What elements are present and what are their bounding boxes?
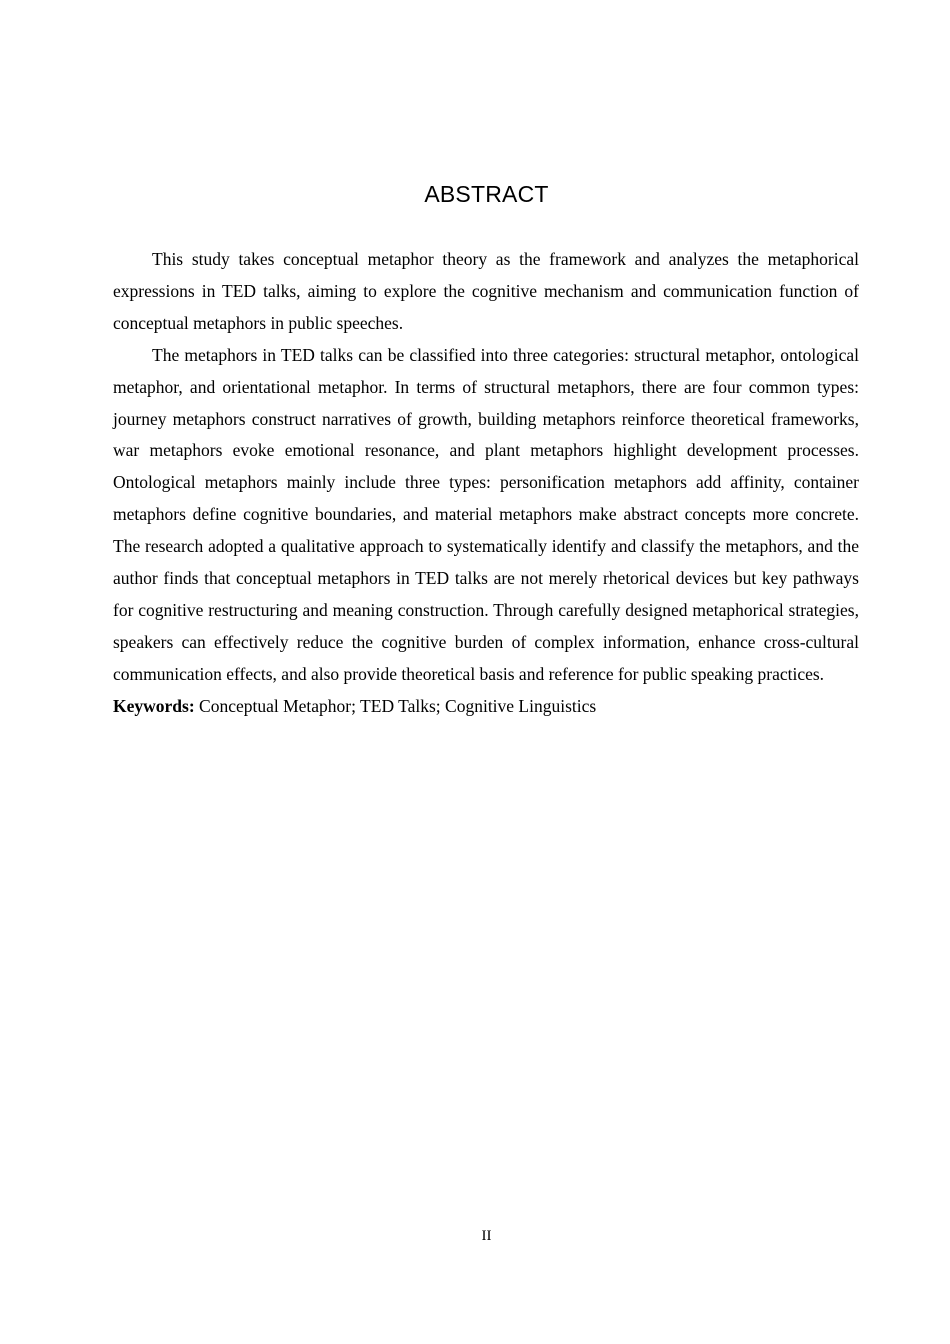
abstract-body [113,244,859,723]
keywords-line [113,691,859,723]
keywords-label: Keywords: [113,695,195,716]
abstract-paragraph-1: This study takes conceptual metaphor theory as the framework and analyzes the metaphorical expressions in TED talks, aiming to explore the cognitive mechanism and communication function of conceptual metaphors in public speeches. [113,249,859,333]
keywords-value: Conceptual Metaphor; TED Talks; Cognitive Linguistics [199,695,597,716]
abstract-title: ABSTRACT [424,181,549,207]
abstract-paragraph-2: The metaphors in TED talks can be classified into three categories: structural metaphor, ontological metaphor, and orientational metaphor. In terms of structural metaphors, there are four common types: journey metaphors construct narratives of growth, building metaphors reinforce theoretical frameworks, war metaphors evoke emotional resonance, and plant metaphors highlight development processes. Ontological metaphors mainly include three types: personification metaphors add affinity, container metaphors define cognitive boundaries, and material metaphors make abstract concepts more concrete. The research adopted a qualitative approach to systematically identify and classify the metaphors, and the author finds that conceptual metaphors in TED talks are not merely rhetorical devices but key pathways for cognitive restructuring and meaning construction. Through carefully designed metaphorical strategies, speakers can effectively reduce the cognitive burden of complex information, enhance cross-cultural communication effects, and also provide theoretical basis and reference for public speaking practices. [113,344,859,684]
page-number: II [481,1228,492,1244]
